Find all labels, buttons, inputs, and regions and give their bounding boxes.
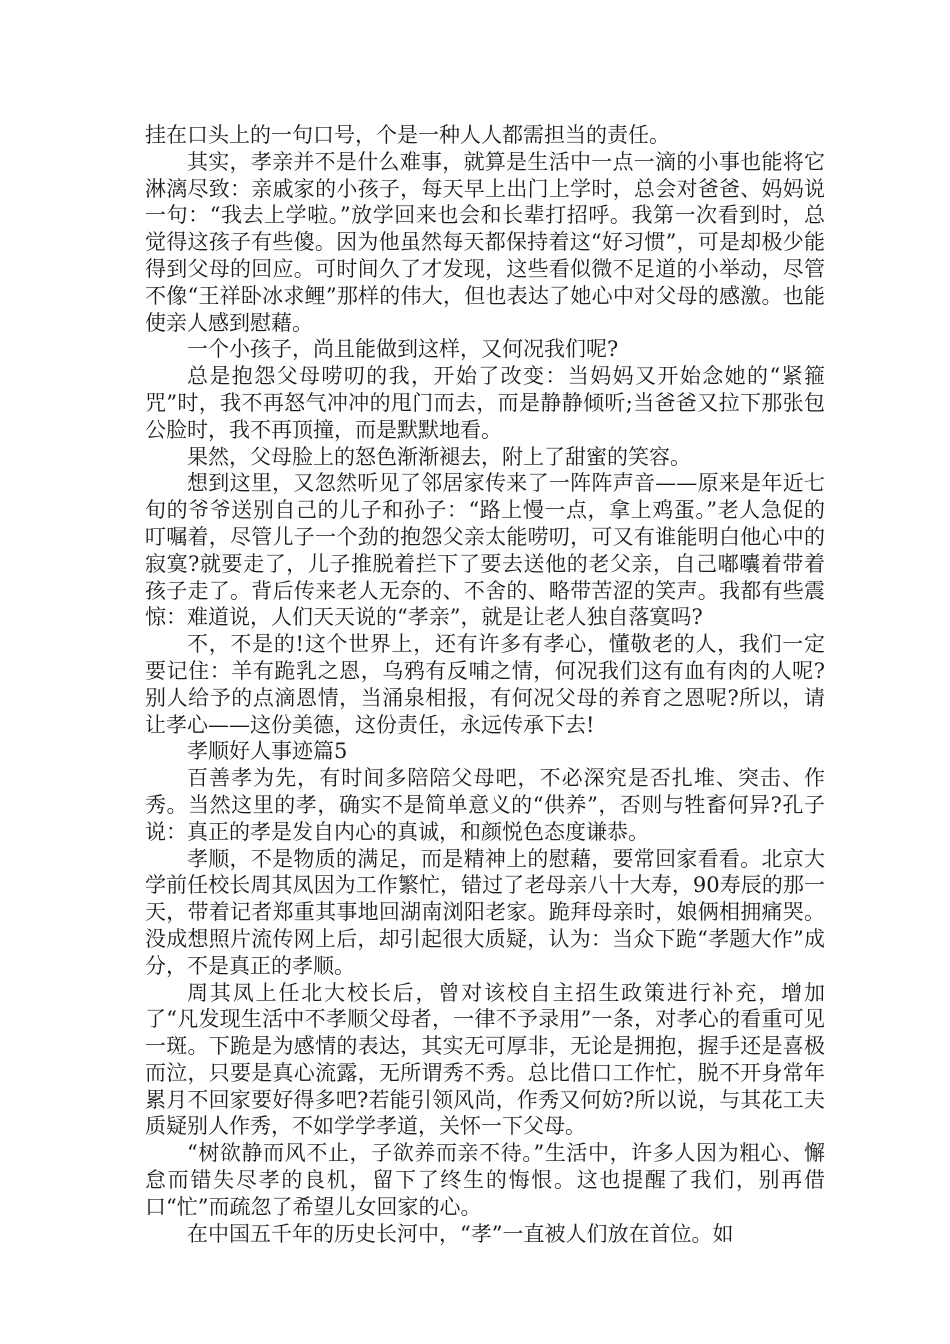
paragraph-4: 总是抱怨父母唠叨的我，开始了改变：当妈妈又开始念她的“紧箍咒”时，我不再怒气冲冲的甩门而去，而是静静倾听;当爸爸又拉下那张包公脸时，我不再顶撞，而是默默地看。 (145, 364, 825, 442)
paragraph-12: “树欲静而风不止，子欲养而亲不待。”生活中，许多人因为粗心、懈怠而错失尽孝的良机，留下了终生的悔恨。这也提醒了我们，别再借口“忙”而疏忽了希望儿女回家的心。 (145, 1141, 825, 1219)
paragraph-3: 一个小孩子，尚且能做到这样，又何况我们呢? (187, 337, 619, 362)
paragraph-6: 想到这里，又忽然听见了邻居家传来了一阵阵声音——原来是年近七旬的爷爷送别自己的儿子和孙子：“路上慢一点，拿上鸡蛋。”老人急促的叮嘱着，尽管儿子一个劲的抱怨父亲太能唠叨，可又有谁能明白他心中的寂寞?就要走了，儿子推脱着拦下了要去送他的老父亲，自己嘟囔着带着孩子走了。背后传来老人无奈的、不舍的、略带苦涩的笑声。我都有些震惊：难道说，人们天天说的“孝亲”，就是让老人独自落寞吗? (145, 471, 825, 630)
document-body (145, 122, 825, 1247)
section-heading: 孝顺好人事迹篇5 (187, 739, 348, 764)
paragraph-9: 百善孝为先，有时间多陪陪父母吧，不必深究是否扎堆、突击、作秀。当然这里的孝，确实不是简单意义的“供养”，否则与牲畜何异?孔子说：真正的孝是发自内心的真诚，和颜悦色态度谦恭。 (145, 766, 825, 844)
paragraph-13: 在中国五千年的历史长河中，“孝”一直被人们放在首位。如 (187, 1221, 734, 1246)
paragraph-7: 不，不是的!这个世界上，还有许多有孝心，懂敬老的人，我们一定要记住：羊有跪乳之恩，乌鸦有反哺之情，何况我们这有血有肉的人呢?别人给予的点滴恩情，当涌泉相报，有何况父母的养育之恩呢?所以，请让孝心——这份美德，这份责任，永远传承下去! (145, 632, 825, 737)
paragraph-2: 其实，孝亲并不是什么难事，就算是生活中一点一滴的小事也能将它淋漓尽致：亲戚家的小孩子，每天早上出门上学时，总会对爸爸、妈妈说一句：“我去上学啦。”放学回来也会和长辈打招呼。我第一次看到时，总觉得这孩子有些傻。因为他虽然每天都保持着这“好习惯”，可是却极少能得到父母的回应。可时间久了才发现，这些看似微不足道的小举动，尽管不像“王祥卧冰求鲤”那样的伟大，但也表达了她心中对父母的感激。也能使亲人感到慰藉。 (145, 149, 825, 335)
paragraph-10: 孝顺，不是物质的满足，而是精神上的慰藉，要常回家看看。北京大学前任校长周其凤因为工作繁忙，错过了老母亲八十大寿，90寿辰的那一天，带着记者郑重其事地回湖南浏阳老家。跪拜母亲时，娘俩相拥痛哭。没成想照片流传网上后，却引起很大质疑，认为：当众下跪“孝题大作”成分，不是真正的孝顺。 (145, 846, 825, 978)
paragraph-1: 挂在口头上的一句口号，个是一种人人都需担当的责任。 (145, 123, 670, 147)
paragraph-5: 果然，父母脸上的怒色渐渐褪去，附上了甜蜜的笑容。 (187, 444, 691, 469)
paragraph-11: 周其凤上任北大校长后，曾对该校自主招生政策进行补充，增加了“凡发现生活中不孝顺父母者，一律不予录用”一条，对孝心的看重可见一斑。下跪是为感情的表达，其实无可厚非，无论是拥抱，握手还是喜极而泣，只要是真心流露，无所谓秀不秀。总比借口工作忙，脱不开身常年累月不回家要好得多吧?若能引领风尚，作秀又何妨?所以说，与其花工夫质疑别人作秀，不如学学孝道，关怀一下父母。 (145, 980, 825, 1139)
